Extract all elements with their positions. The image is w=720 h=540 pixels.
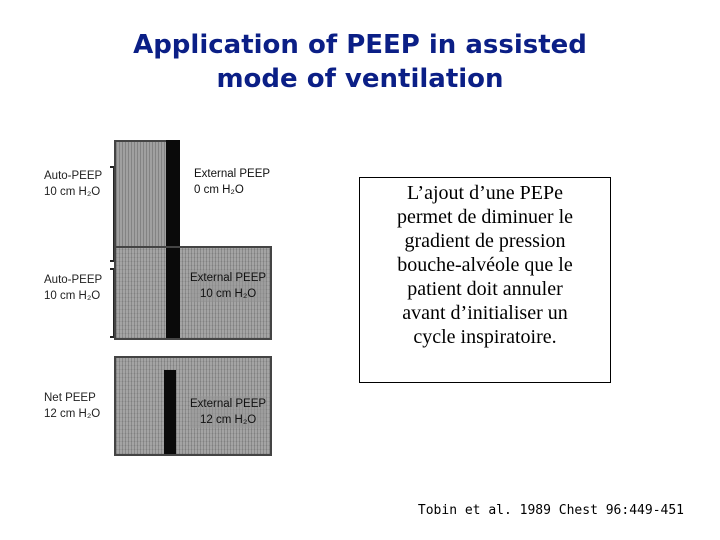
peep-figure: [44, 138, 272, 456]
panel-3-right-label: External PEEP 12 cm H₂O: [190, 398, 267, 426]
textbox-line: permet de diminuer le: [396, 206, 574, 228]
textbox-line: cycle inspiratoire.: [413, 326, 557, 348]
explanation-textbox: [359, 177, 611, 383]
panel-2-right-label: External PEEP 10 cm H₂O: [190, 272, 267, 300]
textbox-line: L’ajout d’une PEPe: [407, 182, 563, 204]
textbox-line: patient doit annuler: [407, 278, 563, 300]
panel-3-left-label: Net PEEP 12 cm H₂O: [44, 392, 101, 420]
panel-2-left-label: Auto-PEEP 10 cm H₂O: [44, 274, 103, 302]
textbox-line: bouche-alvéole que le: [397, 254, 573, 276]
slide-title-line-2: mode of ventilation: [216, 64, 504, 94]
slide-title: [0, 28, 720, 96]
panel-1-right-label: External PEEP 0 cm H₂O: [194, 168, 271, 196]
textbox-line: gradient de pression: [404, 230, 566, 252]
panel-2-pressure-bar: [166, 248, 180, 338]
citation: Tobin et al. 1989 Chest 96:449-451: [417, 503, 684, 518]
panel-1-pressure-bar: [166, 140, 180, 262]
panel-1-left-label: Auto-PEEP 10 cm H₂O: [44, 170, 103, 198]
slide-title-line-1: Application of PEEP in assisted: [133, 30, 587, 60]
textbox-line: avant d’initialiser un: [402, 302, 568, 324]
panel-3-pressure-bar: [164, 370, 176, 454]
